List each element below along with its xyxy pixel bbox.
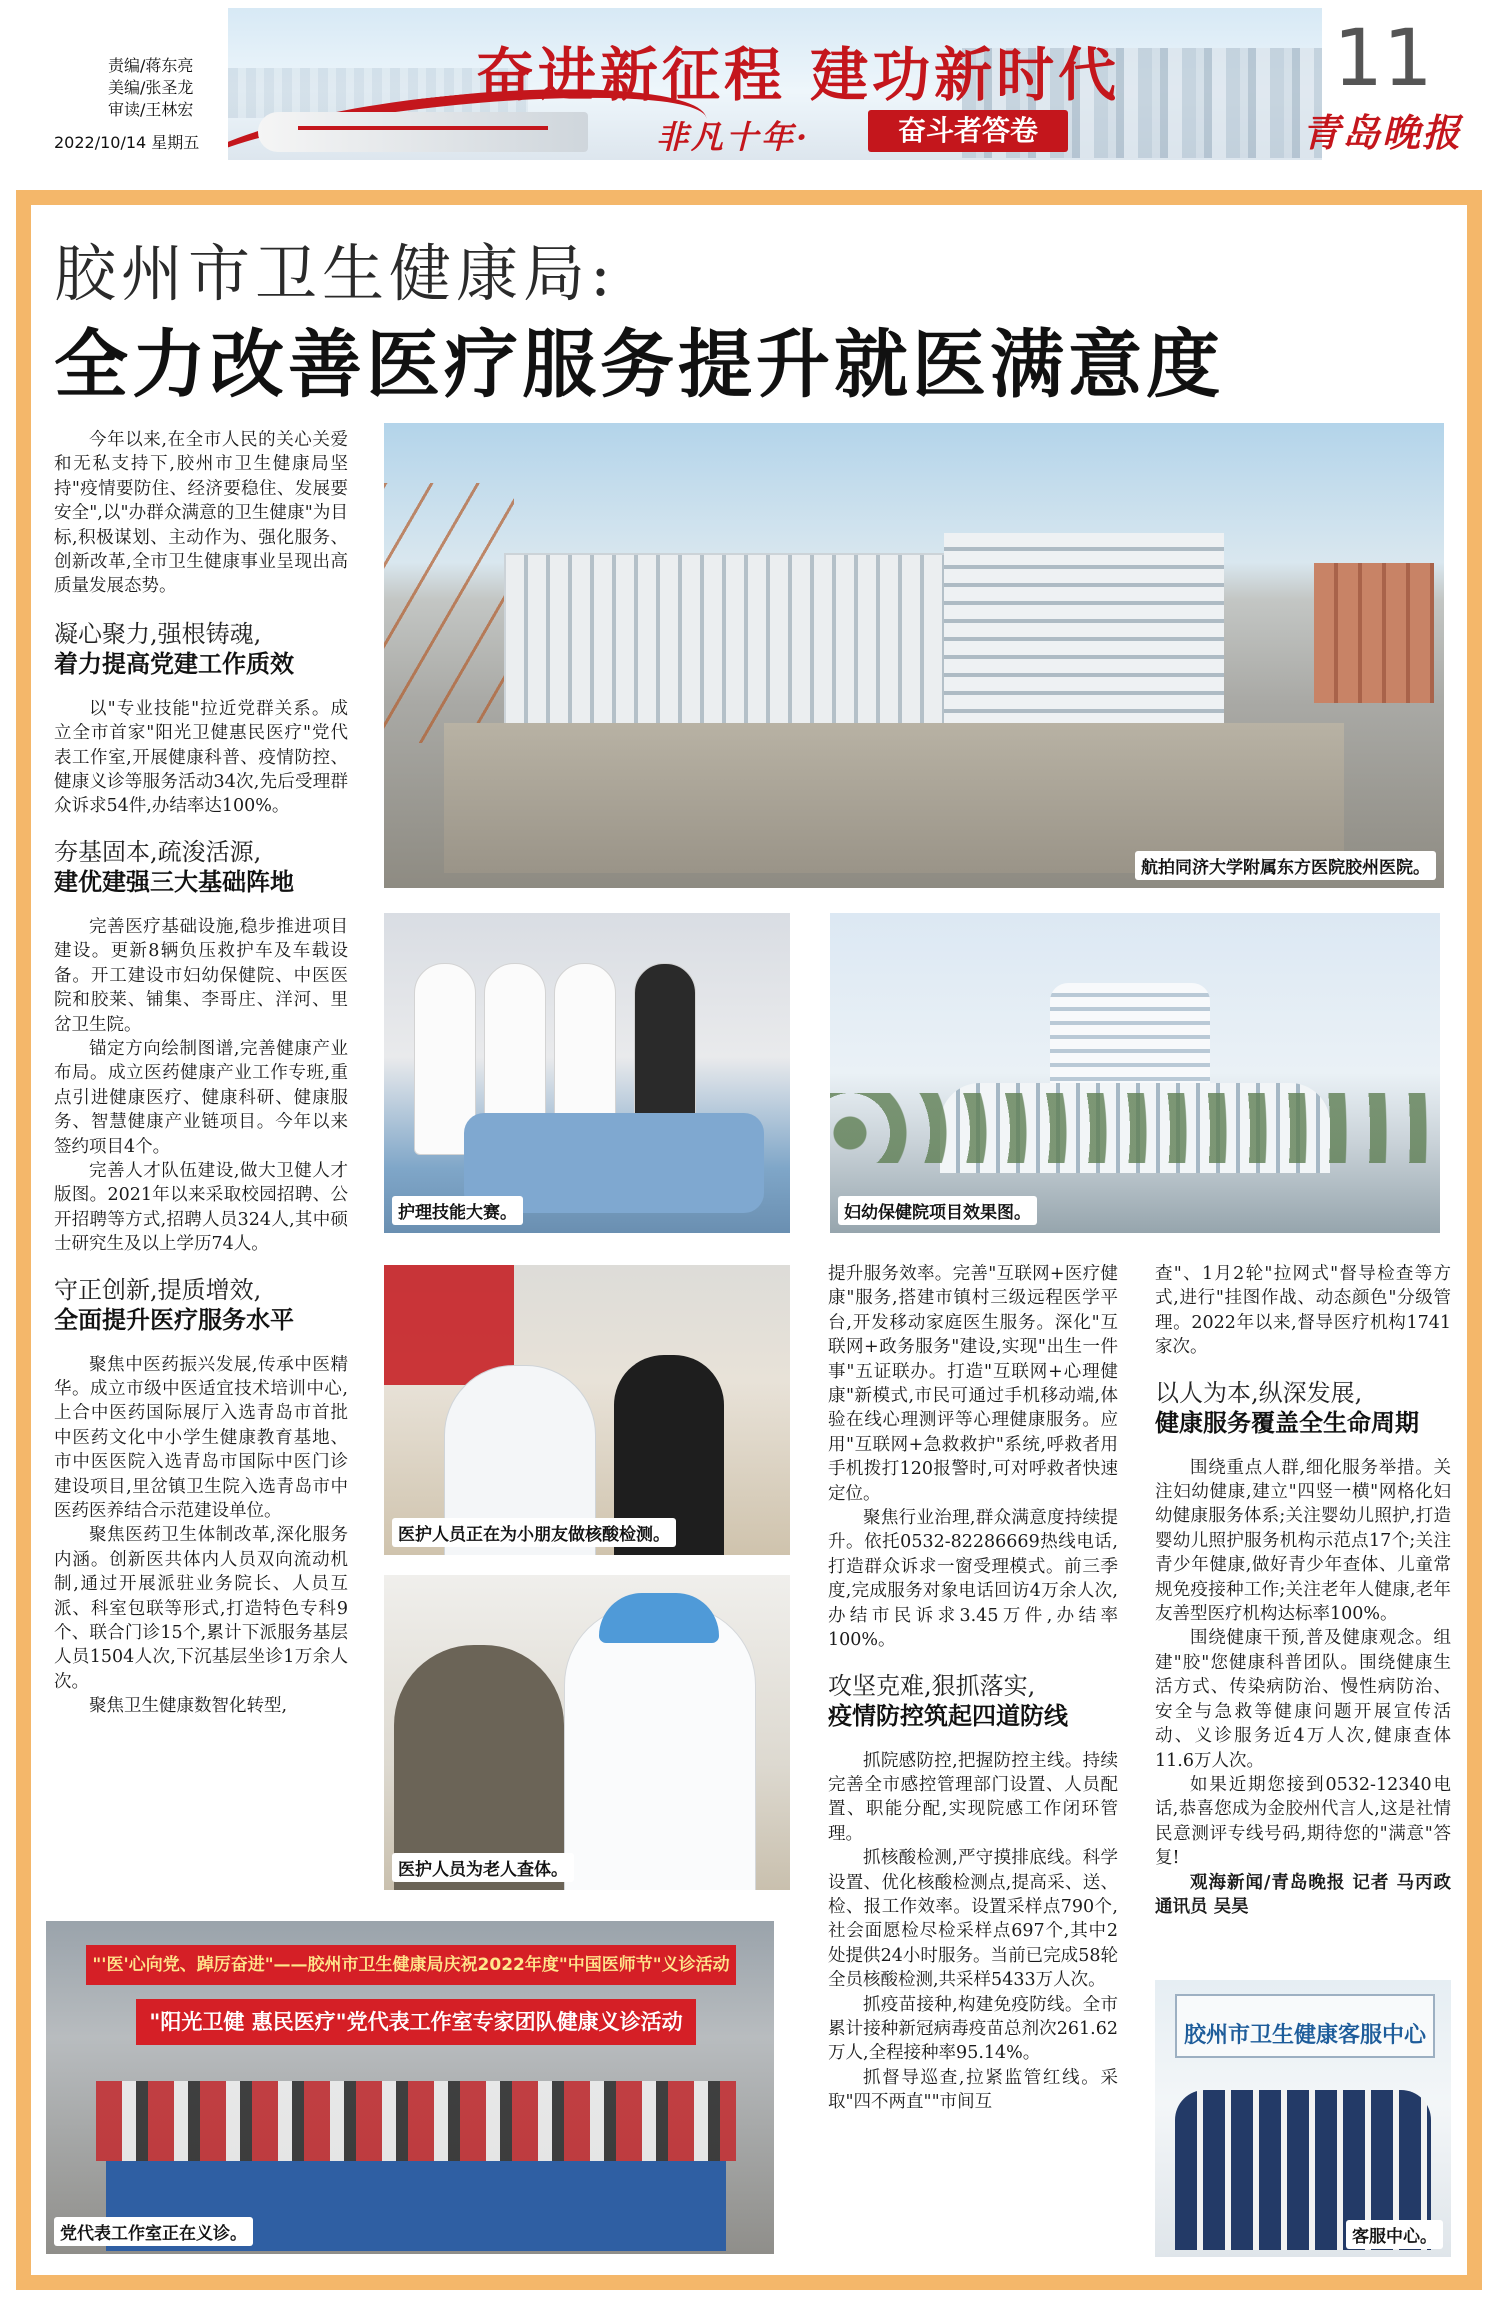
photo-doctor (564, 1605, 756, 1890)
section-5-heading-b: 健康服务覆盖全生命周期 (1155, 1408, 1419, 1437)
photo-free-clinic (46, 1921, 774, 2254)
art-editor-line: 美编/张圣龙 (108, 78, 194, 97)
photo-building-wing (944, 533, 1224, 723)
section-4-paragraph-2: 抓核酸检测,严守摸排底线。科学设置、优化核酸检测点,提高采、送、检、报工作效率。设置采样点790个,社会面愿检尽检采样点697个,其中2处提供24小时服务。当前已完成58轮全员核酸检测,共采样5433万人次。 (828, 1848, 1118, 1991)
section-2-paragraph-3: 完善人才队伍建设,做大卫健人才版图。2021年以来采取校园招聘、公开招聘等方式,招聘人员324人,其中硕士研究生及以上学历74人。 (54, 1160, 348, 1255)
section-3-heading (54, 1275, 348, 1335)
section-2-paragraph-1: 完善医疗基础设施,稳步推进项目建设。更新8辆负压救护车及车载设备。开工建设市妇幼保健院、中医医院和胶莱、铺集、李哥庄、洋河、里岔卫生院。 (54, 916, 348, 1035)
page-number: 11 (1333, 14, 1433, 104)
column-1 (54, 428, 348, 1719)
newspaper-logo: 青岛晚报 (1301, 110, 1462, 155)
photo-caption: 航拍同济大学附属东方医院胶州医院。 (1135, 851, 1436, 880)
banner-tag: 奋斗者答卷 (868, 110, 1068, 152)
photo-banner-1 (86, 1945, 736, 1985)
banner-subtitle: 非凡十年· (656, 118, 811, 156)
section-4-paragraph-1: 抓院感防控,把握防控主线。持续完善全市感控管理部门设置、人员配置、职能分配,实现院感工作闭环管理。 (828, 1750, 1118, 1844)
photo-elder-checkup (384, 1575, 790, 1890)
photo-crowd (96, 2081, 736, 2161)
section-2-heading-a: 夯基固本,疏浚活源, (54, 837, 262, 866)
column-3-paragraph-1: 提升服务效率。完善"互联网+医疗健康"服务,搭建市镇村三级远程医学平台,开发移动家庭医生服务。深化"互联网+政务服务"建设,实现"出生一件事"五证联办。打造"互联网+心理健康"新模式,市民可通过手机移动端,体验在线心理测评等心理健康服务。应用"互联网+急救救护"系统,呼救者用手机拨打120报警时,可对呼救者快速定位。 (828, 1264, 1118, 1504)
photo-caption: 医护人员正在为小朋友做核酸检测。 (392, 1518, 676, 1547)
photo-hospital-rendering (830, 913, 1440, 1233)
column-4-paragraph-1: 查"、1月2轮"拉网式"督导检查等方式,进行"挂图作战、动态颜色"分级管理。2022年以来,督导医疗机构1741家次。 (1155, 1264, 1451, 1358)
photo-caption: 党代表工作室正在义诊。 (54, 2217, 253, 2246)
section-1-paragraph: 以"专业技能"拉近党群关系。成立全市首家"阳光卫健惠民医疗"党代表工作室,开展健康科普、疫情防控、健康义诊等服务活动34次,先后受理群众诉求54件,办结率达100%。 (54, 698, 348, 817)
section-4-heading (828, 1671, 1118, 1731)
issue-date: 2022/10/14 星期五 (54, 133, 200, 152)
photo-doctor-cap (599, 1593, 719, 1643)
section-5-heading (1155, 1378, 1451, 1438)
editor-credits (108, 55, 193, 121)
intro-paragraph: 今年以来,在全市人民的关心关爱和无私支持下,胶州市卫生健康局坚持"疫情要防住、经济要稳住、发展要安全",以"办群众满意的卫生健康"为目标,积极谋划、主动作为、强化服务、创新改革,全市卫生健康事业呈现出高质量发展态势。 (54, 430, 348, 597)
section-3-paragraph-2: 聚焦医药卫生体制改革,深化服务内涵。创新医共体内人员双向流动机制,通过开展派驻业务院长、人员互派、科室包联等形式,打造特色专科9个、联合门诊15个,累计下派服务基层人员1504人次,下沉基层坐诊1万余人次。 (54, 1525, 348, 1692)
photo-child-nucleic-test (384, 1265, 790, 1555)
photo-sign-text: 胶州市卫生健康客服中心 (1183, 2023, 1426, 2048)
photo-sign (1175, 1994, 1435, 2058)
section-2-paragraph-2: 锚定方向绘制图谱,完善健康产业布局。成立医药健康产业工作专班,重点引进健康医疗、健康科研、健康服务、智慧健康产业链项目。今年以来签约项目4个。 (54, 1038, 348, 1157)
section-5-heading-a: 以人为本,纵深发展, (1155, 1378, 1363, 1407)
section-3-paragraph-3: 聚焦卫生健康数智化转型, (89, 1696, 288, 1717)
byline: 观海新闻/青岛晚报 记者 马丙政 通讯员 吴昊 (1155, 1872, 1451, 1917)
photo-caption: 医护人员为老人查体。 (392, 1853, 574, 1882)
photo-caption: 妇幼保健院项目效果图。 (838, 1196, 1037, 1225)
article-headline: 全力改善医疗服务提升就医满意度 (54, 322, 1224, 408)
section-1-heading (54, 619, 348, 679)
banner-title: 奋进新征程 建功新时代 (475, 41, 1121, 109)
column-3-paragraph-2: 聚焦行业治理,群众满意度持续提升。依托0532-82286669热线电话,打造群众诉求一窗受理模式。前三季度,完成服务对象电话回访4万余人次,办结市民诉求3.45万件,办结率100%。 (828, 1508, 1118, 1651)
proofreader-line: 审读/王林宏 (108, 100, 194, 119)
section-1-heading-b: 着力提高党建工作质效 (54, 649, 294, 678)
photo-trees (830, 1093, 1440, 1163)
section-banner (228, 8, 1322, 160)
section-3-heading-b: 全面提升医疗服务水平 (54, 1305, 294, 1334)
photo-banner-2-text: "阳光卫健 惠民医疗"党代表工作室专家团队健康义诊活动 (149, 2010, 683, 2034)
article-kicker: 胶州市卫生健康局: (54, 237, 616, 310)
photo-banner-2 (136, 1999, 696, 2045)
section-2-heading-b: 建优建强三大基础阵地 (54, 867, 294, 896)
section-5-paragraph-1: 围绕重点人群,细化服务举措。关注妇幼健康,建立"四竖一横"网格化妇幼健康服务体系;关注婴幼儿照护,打造婴幼儿照护服务机构示范点17个;关注青少年健康,做好青少年查体、儿童常规免疫接种工作;关注老年人健康,老年友善型医疗机构达标率100%。 (1155, 1457, 1451, 1625)
photo-caption: 护理技能大赛。 (392, 1196, 523, 1225)
section-4-paragraph-3: 抓疫苗接种,构建免疫防线。全市累计接种新冠病毒疫苗总剂次261.62万人,全程接种率95.14%。 (828, 1994, 1118, 2064)
photo-caption: 客服中心。 (1346, 2220, 1443, 2249)
section-1-heading-a: 凝心聚力,强根铸魂, (54, 619, 262, 648)
photo-hospital-aerial (384, 423, 1444, 888)
column-3 (828, 1262, 1118, 2115)
photo-nursing-contest (384, 913, 790, 1233)
section-4-heading-a: 攻坚克难,狠抓落实, (828, 1671, 1036, 1700)
section-3-heading-a: 守正创新,提质增效, (54, 1275, 262, 1304)
section-5-paragraph-3: 如果近期您接到0532-12340电话,恭喜您成为金胶州代言人,这是社情民意测评专线号码,期待您的"满意"答复! (1155, 1774, 1451, 1869)
banner-train-graphic (258, 112, 588, 152)
column-4 (1155, 1262, 1451, 1919)
section-5-paragraph-2: 围绕健康干预,普及健康观念。组建"胶"您健康科普团队。围绕健康生活方式、传染病防治、慢性病防治、安全与急救等健康问题开展宣传活动、义诊服务近4万人次,健康查体11.6万人次。 (1155, 1628, 1451, 1771)
section-4-heading-b: 疫情防控筑起四道防线 (828, 1701, 1068, 1730)
photo-banner-1-text: "'医'心向党、踔厉奋进"——胶州市卫生健康局庆祝2022年度"中国医师节"义诊活动 (92, 1955, 730, 1975)
photo-houses (1314, 563, 1434, 703)
photo-service-center (1155, 1980, 1451, 2257)
section-2-heading (54, 837, 348, 897)
section-3-paragraph-1: 聚焦中医药振兴发展,传承中医精华。成立市级中医适宜技术培训中心,上合中医药国际展厅入选青岛市首批中医药文化中小学生健康教育基地、市中医医院入选青岛市国际中医门诊建设项目,里岔镇卫生院入选青岛市中医药医养结合示范建设单位。 (54, 1354, 348, 1521)
photo-cranes (384, 483, 514, 743)
editor-line: 责编/蒋东亮 (108, 56, 194, 75)
section-4-paragraph-4: 抓督导巡查,拉紧监管红线。采取"四不两直""市间互 (828, 2067, 1118, 2113)
